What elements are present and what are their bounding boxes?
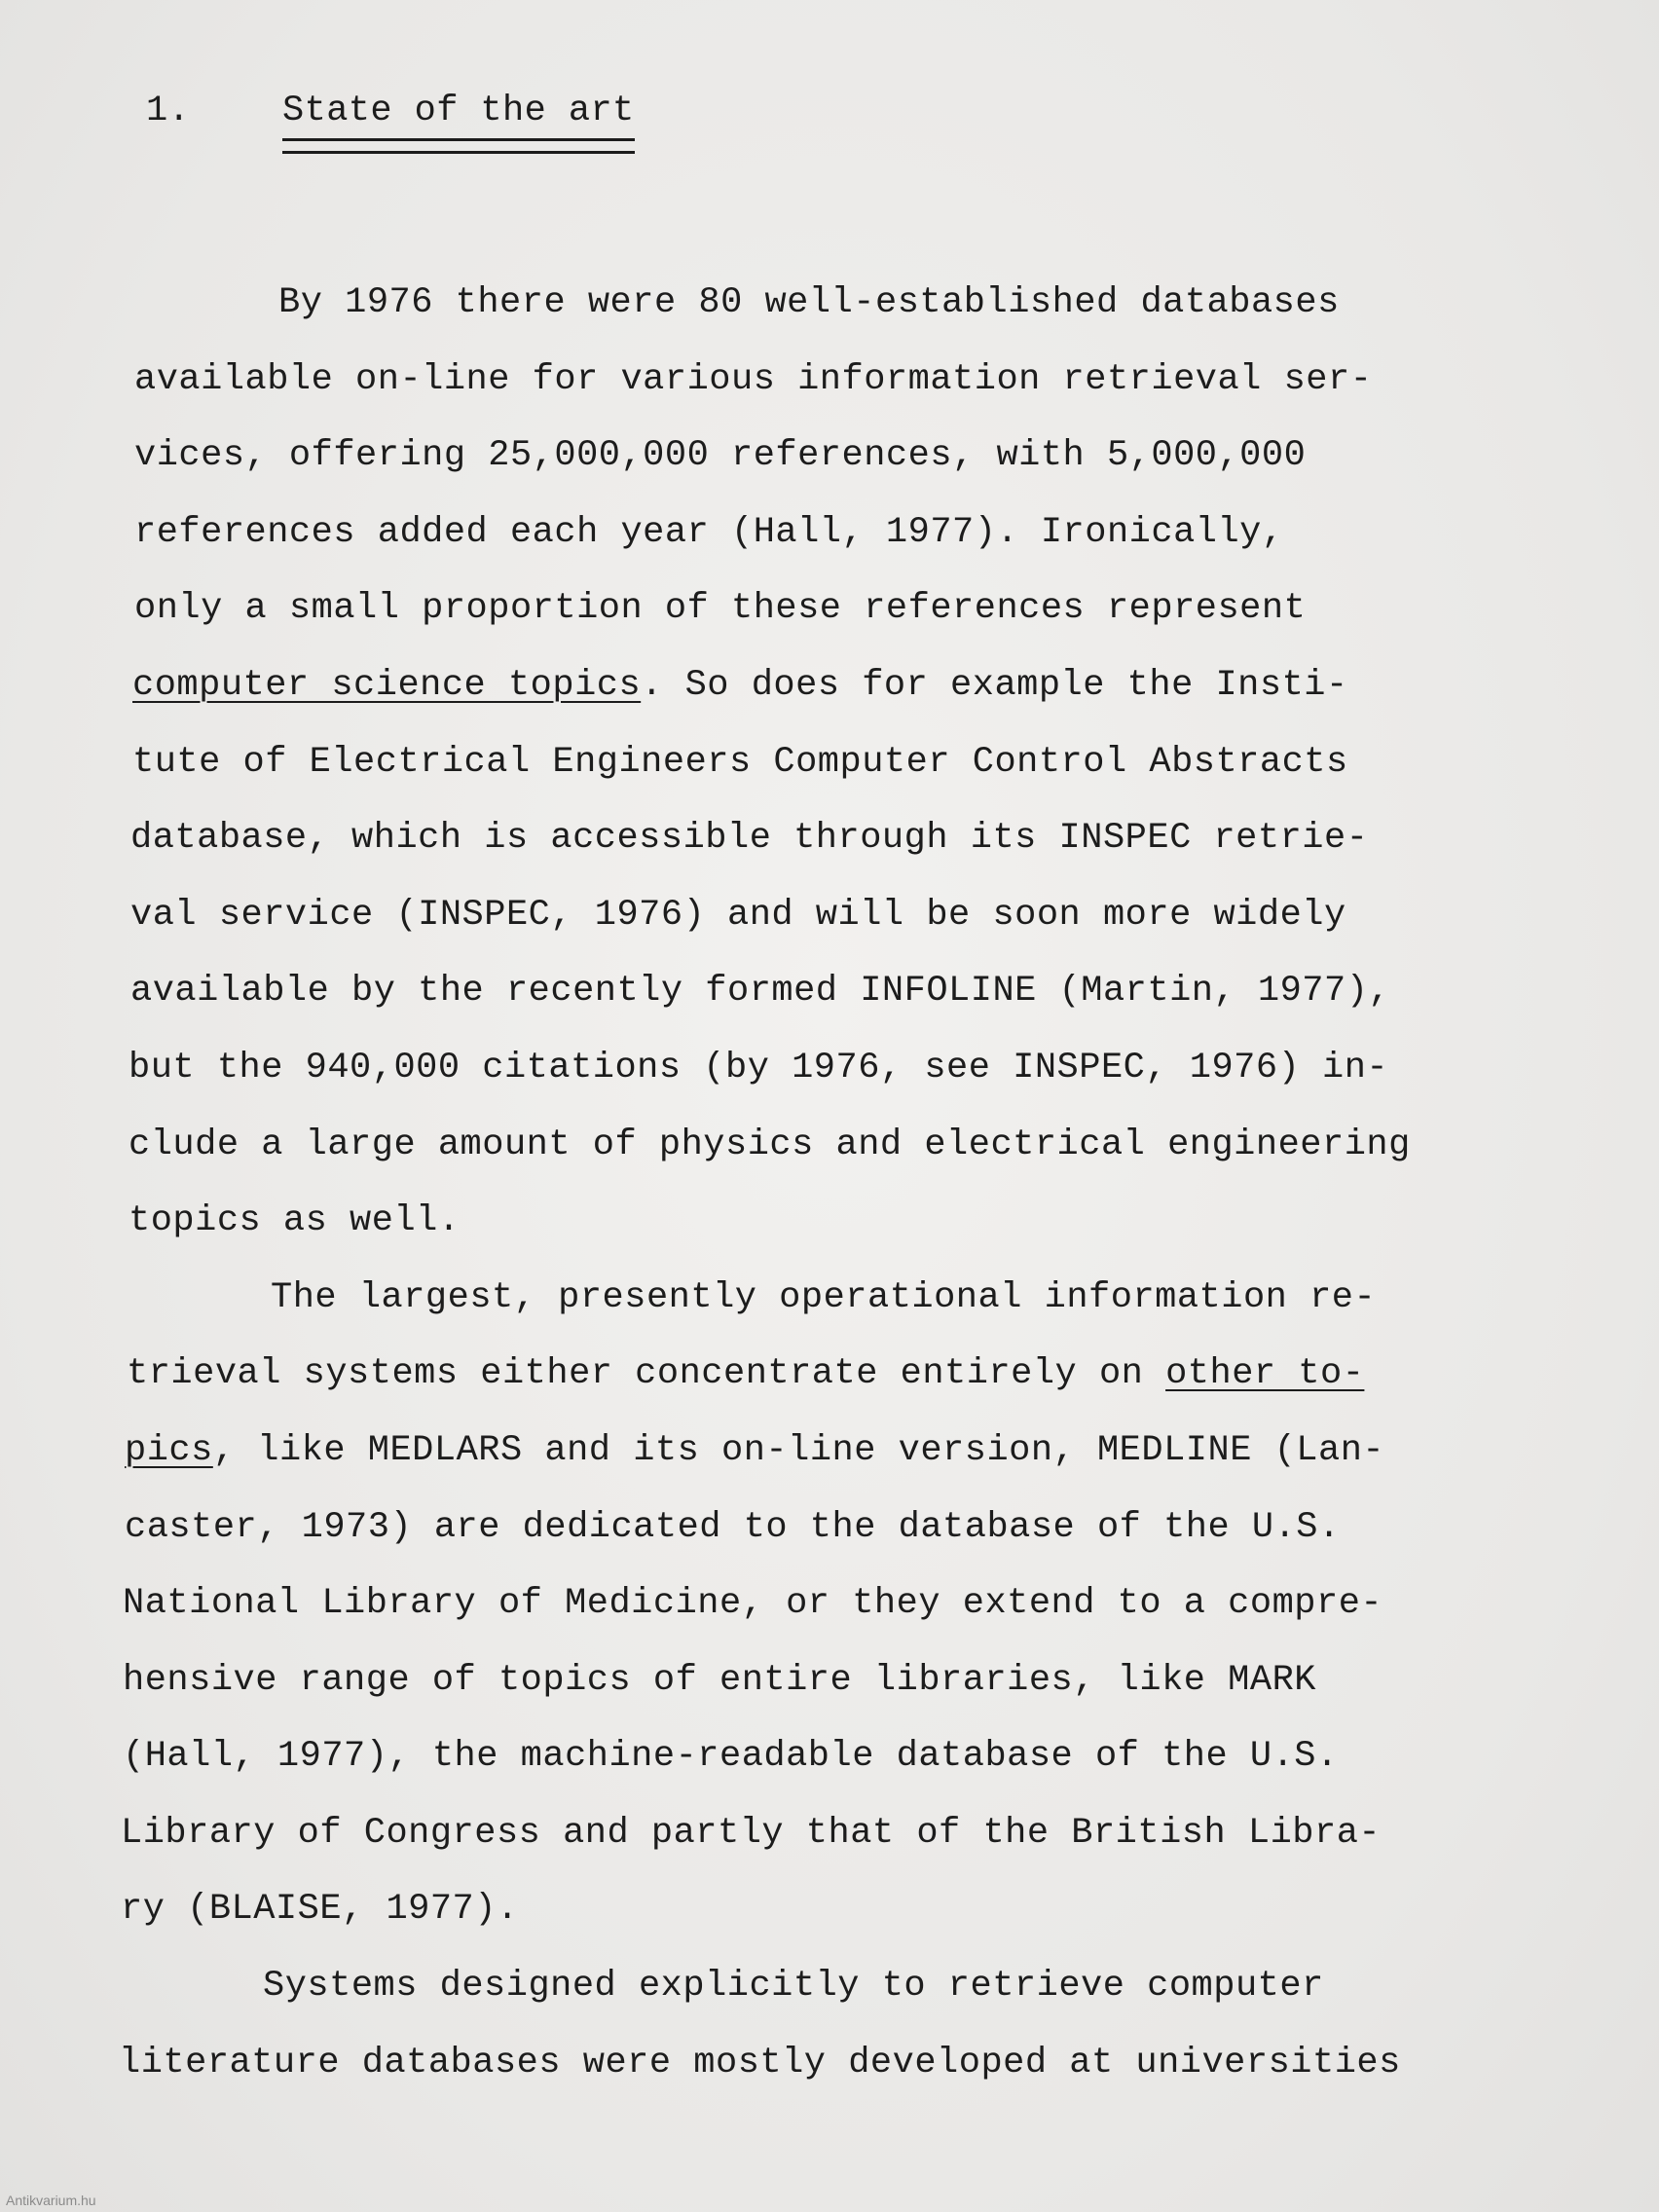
text-line: [132, 663, 1536, 740]
title-double-underline: [282, 138, 635, 154]
text-segment: literature databases were mostly developed at universities: [119, 2042, 1401, 2083]
text-segment: clude a large amount of physics and electrical engineering: [129, 1124, 1411, 1165]
text-segment: trieval systems either concentrate entirely on: [127, 1353, 1166, 1395]
text-line: [123, 1658, 1536, 1735]
text-line: [121, 1811, 1536, 1888]
text-line: [125, 1505, 1536, 1582]
text-segment: database, which is accessible through its INSPEC retrie-: [130, 818, 1369, 860]
text-segment: only a small proportion of these references represent: [134, 588, 1307, 630]
text-segment: Systems designed explicitly to retrieve computer: [263, 1966, 1324, 2008]
section-title: State of the art: [282, 91, 635, 131]
text-segment: . So does for example the Insti-: [641, 664, 1348, 706]
text-line: [123, 1581, 1536, 1658]
text-segment: references added each year (Hall, 1977). Ironically,: [134, 511, 1284, 553]
underlined-phrase: pics: [125, 1429, 213, 1471]
watermark: Antikvarium.hu: [6, 2193, 96, 2208]
text-line: [119, 1964, 1536, 2041]
text-segment: ry (BLAISE, 1977).: [121, 1889, 519, 1931]
text-segment: , like MEDLARS and its on-line version, MEDLINE (Lan-: [212, 1429, 1385, 1471]
text-line: [134, 510, 1536, 587]
text-line: [134, 357, 1536, 434]
text-segment: tute of Electrical Engineers Computer Control Abstracts: [132, 741, 1348, 783]
text-segment: available on-line for various information retrieval ser-: [134, 358, 1373, 400]
text-segment: By 1976 there were 80 well-established databases: [278, 282, 1340, 323]
section-number: 1.: [146, 91, 191, 131]
text-line: [134, 586, 1536, 663]
text-segment: vices, offering 25,000,000 references, with 5,000,000: [134, 435, 1307, 477]
text-line: [127, 1351, 1536, 1428]
text-line: [127, 1275, 1536, 1352]
text-segment: hensive range of topics of entire libraries, like MARK: [123, 1659, 1316, 1701]
text-segment: val service (INSPEC, 1976) and will be soon more widely: [130, 894, 1346, 936]
text-line: [130, 969, 1536, 1046]
text-segment: caster, 1973) are dedicated to the database of the U.S.: [125, 1506, 1341, 1548]
underlined-phrase: other to-: [1165, 1353, 1365, 1395]
text-line: [129, 1046, 1536, 1123]
text-line: [119, 2041, 1536, 2118]
text-segment: but the 940,000 citations (by 1976, see INSPEC, 1976) in-: [129, 1047, 1389, 1088]
text-line: [129, 1198, 1536, 1275]
text-segment: available by the recently formed INFOLINE (Martin, 1977),: [130, 971, 1391, 1013]
text-segment: National Library of Medicine, or they extend to a compre-: [123, 1583, 1383, 1625]
text-segment: Library of Congress and partly that of the British Libra-: [121, 1812, 1382, 1854]
text-line: [129, 1123, 1536, 1199]
text-line: [121, 1887, 1536, 1964]
text-line: [130, 893, 1536, 970]
text-line: [125, 1428, 1536, 1505]
underlined-phrase: computer science topics: [132, 664, 642, 706]
text-line: [134, 433, 1536, 510]
section-heading: [146, 90, 635, 132]
text-line: [132, 740, 1536, 817]
text-line: [130, 816, 1536, 893]
text-segment: The largest, presently operational information re-: [271, 1276, 1377, 1318]
text-segment: topics as well.: [129, 1200, 461, 1242]
text-segment: (Hall, 1977), the machine-readable database of the U.S.: [123, 1736, 1339, 1778]
text-line: [134, 280, 1536, 357]
body-text: [119, 280, 1536, 2117]
text-line: [123, 1734, 1536, 1811]
